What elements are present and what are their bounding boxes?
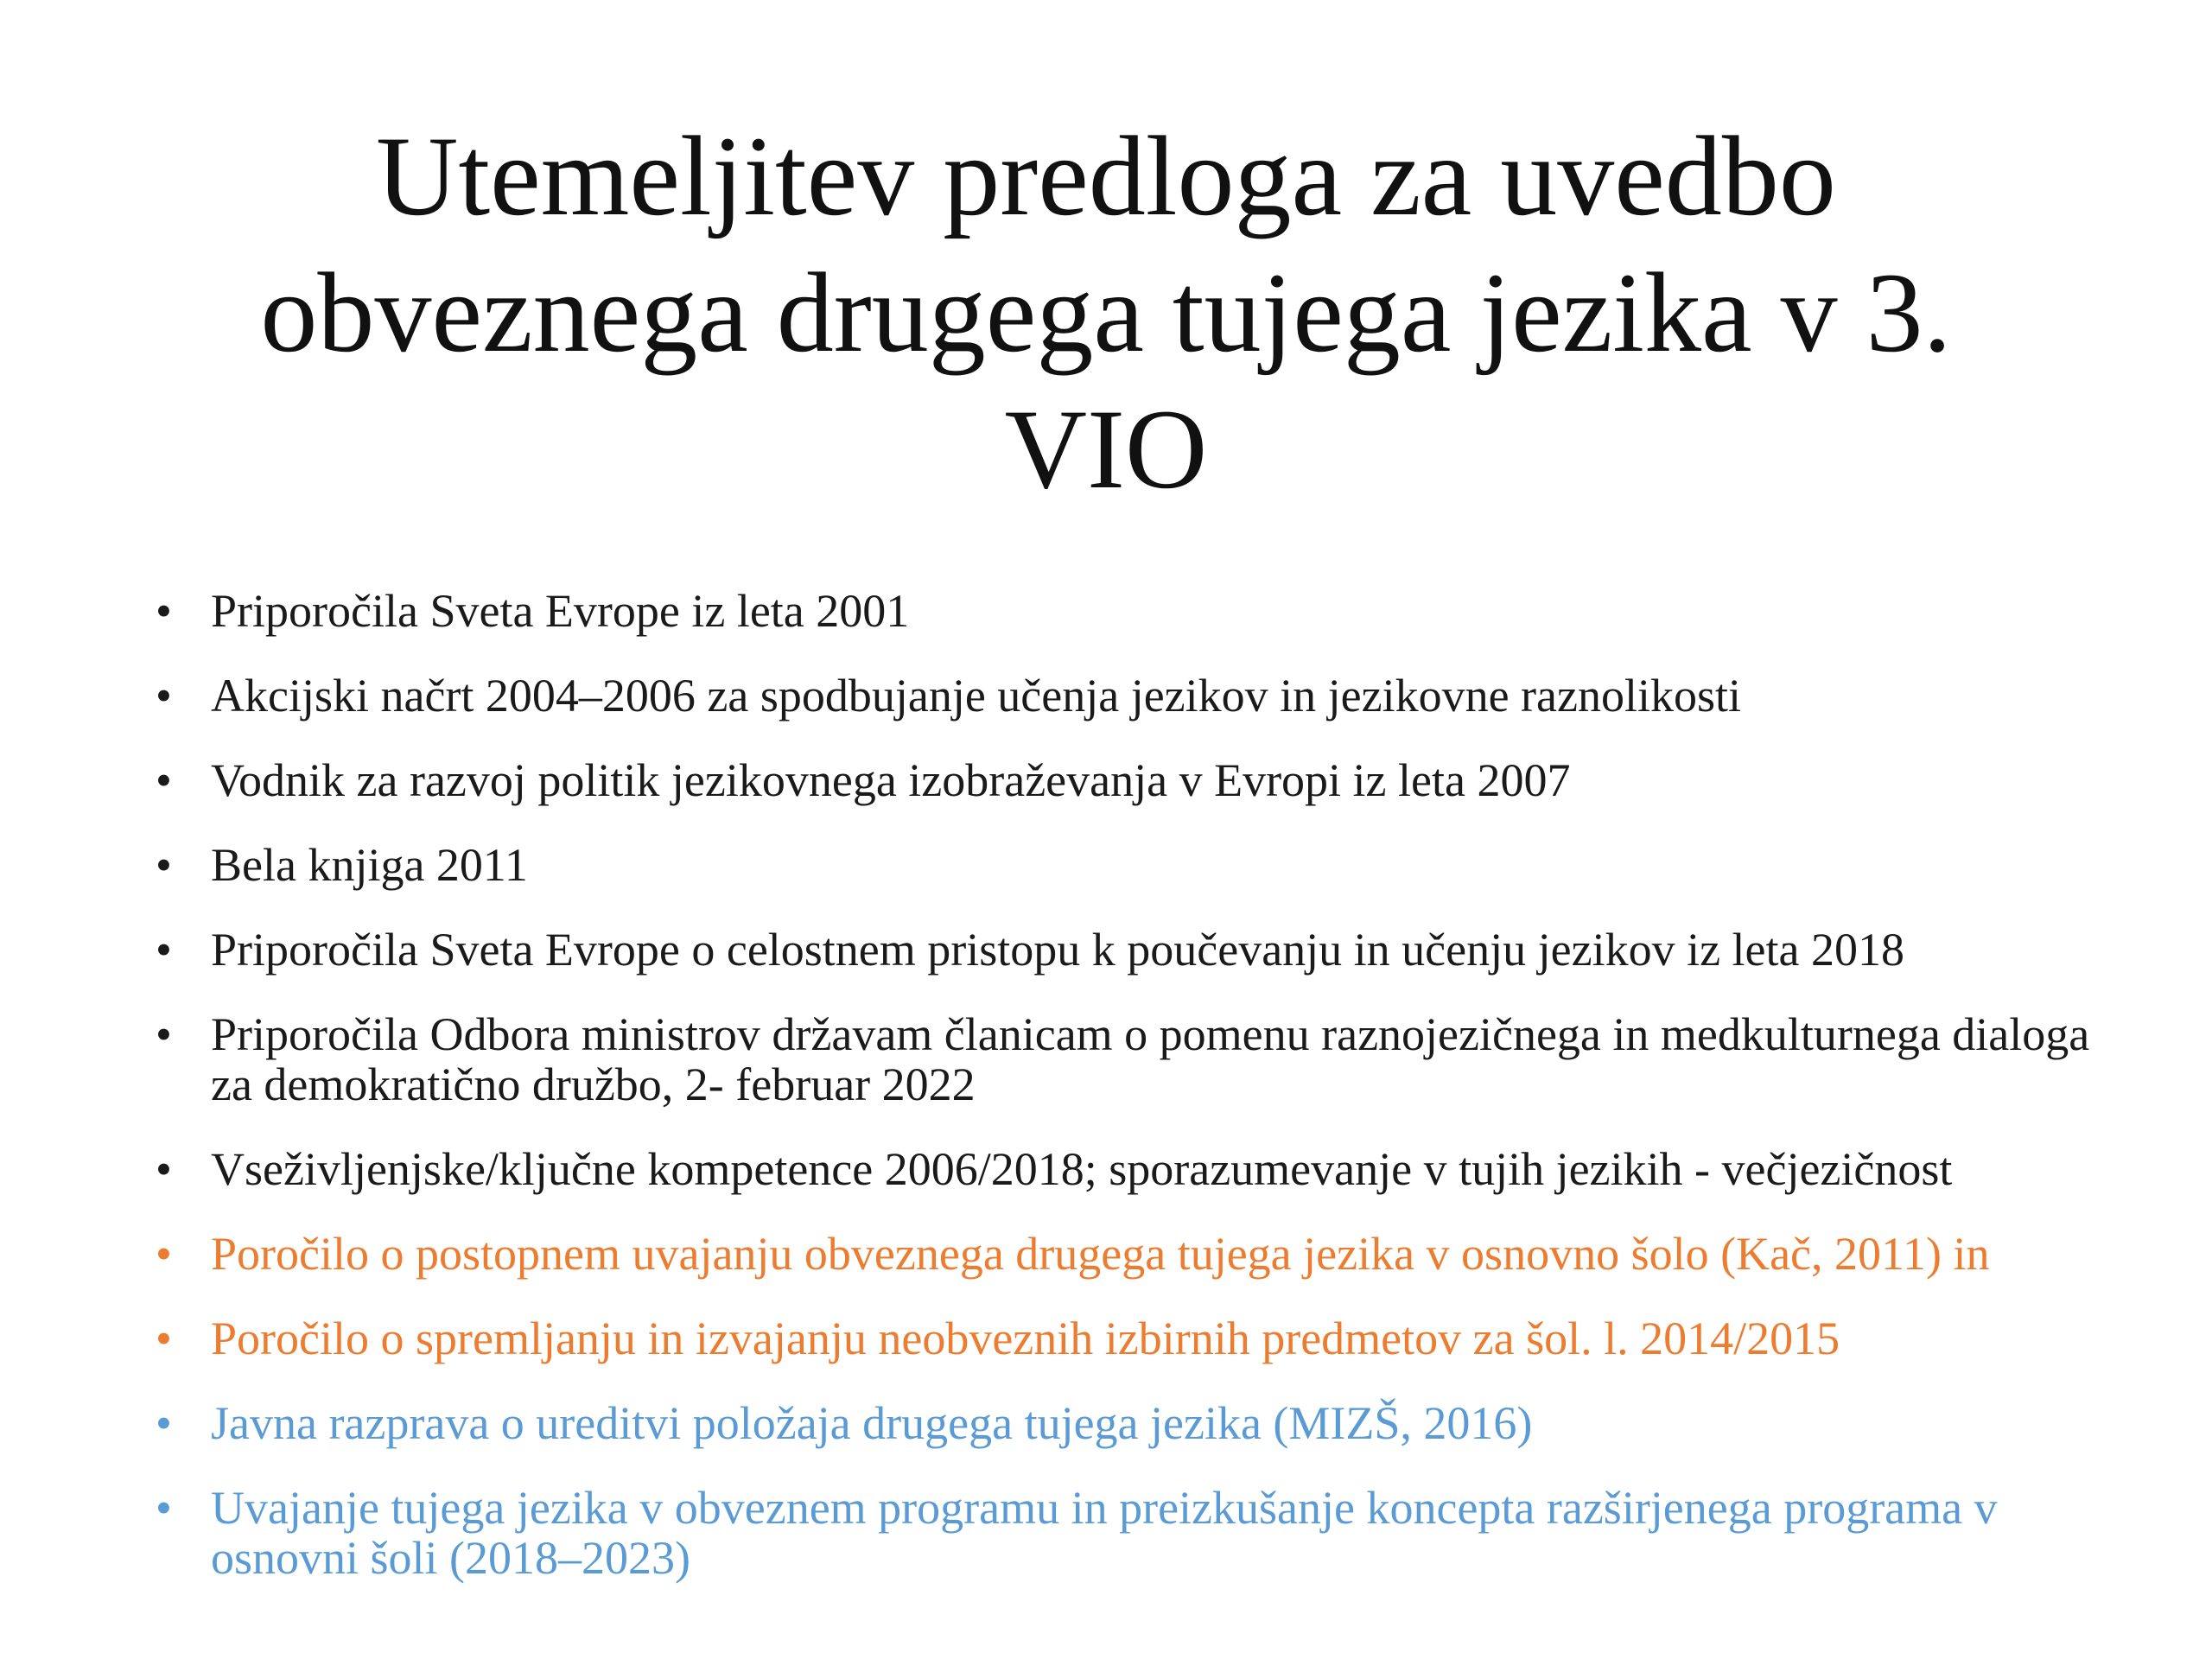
bullet-text: Priporočila Sveta Evrope iz leta 2001 [211, 585, 910, 637]
bullet-dot: • [156, 670, 172, 721]
bullet-dot: • [156, 1397, 172, 1449]
bullet-text: Poročilo o postopnem uvajanju obveznega drugega tujega jezika v osnovno šolo (Kač, 2011) in [211, 1228, 1990, 1280]
slide-title [173, 108, 2039, 518]
title-line-3: VIO [1004, 385, 1208, 512]
bullet-dot: • [156, 585, 172, 637]
list-item [152, 755, 2096, 805]
bullet-dot: • [156, 839, 172, 891]
bullet-text: Priporočila Sveta Evrope o celostnem pristopu k poučevanju in učenju jezikov iz leta 2018 [211, 924, 1904, 976]
bullet-dot: • [156, 924, 172, 976]
list-item [152, 1313, 2096, 1363]
bullet-text: Uvajanje tujega jezika v obveznem programu in preizkušanje koncepta razširjenega programa v osnovni šoli (2018–2023) [211, 1482, 1998, 1584]
bullet-dot: • [156, 1143, 172, 1195]
bullet-text: Priporočila Odbora ministrov državam članicam o pomenu raznojezičnega in medkulturnega dialoga za demokratično družbo, 2- februar 2022 [211, 1008, 2090, 1110]
list-item [152, 1144, 2096, 1194]
list-item [152, 1483, 2096, 1583]
bullet-dot: • [156, 1008, 172, 1060]
bullet-text: Poročilo o spremljanju in izvajanju neobveznih izbirnih predmetov za šol. l. 2014/2015 [211, 1313, 1840, 1364]
title-line-1: Utemeljitev predloga za uvedbo [376, 112, 1836, 239]
title-line-2: obveznega drugega tujega jezika v 3. [260, 249, 1952, 376]
bullet-text: Bela knjiga 2011 [211, 839, 528, 891]
bullet-text: Akcijski načrt 2004–2006 za spodbujanje učenja jezikov in jezikovne raznolikosti [211, 670, 1742, 721]
bullet-dot: • [156, 1228, 172, 1280]
bullet-dot: • [156, 754, 172, 806]
bullet-dot: • [156, 1313, 172, 1364]
bullet-text: Vseživljenjske/ključne kompetence 2006/2018; sporazumevanje v tujih jezikih - večjezičnost [211, 1143, 1953, 1195]
bullet-text: Javna razprava o ureditvi položaja drugega tujega jezika (MIZŠ, 2016) [211, 1397, 1533, 1449]
bullet-list [152, 586, 2096, 1618]
list-item [152, 840, 2096, 890]
bullet-text: Vodnik za razvoj politik jezikovnega izobraževanja v Evropi iz leta 2007 [211, 754, 1571, 806]
list-item [152, 1009, 2096, 1109]
list-item [152, 671, 2096, 721]
list-item [152, 925, 2096, 975]
list-item [152, 586, 2096, 636]
list-item [152, 1398, 2096, 1448]
list-item [152, 1229, 2096, 1279]
bullet-dot: • [156, 1482, 172, 1534]
